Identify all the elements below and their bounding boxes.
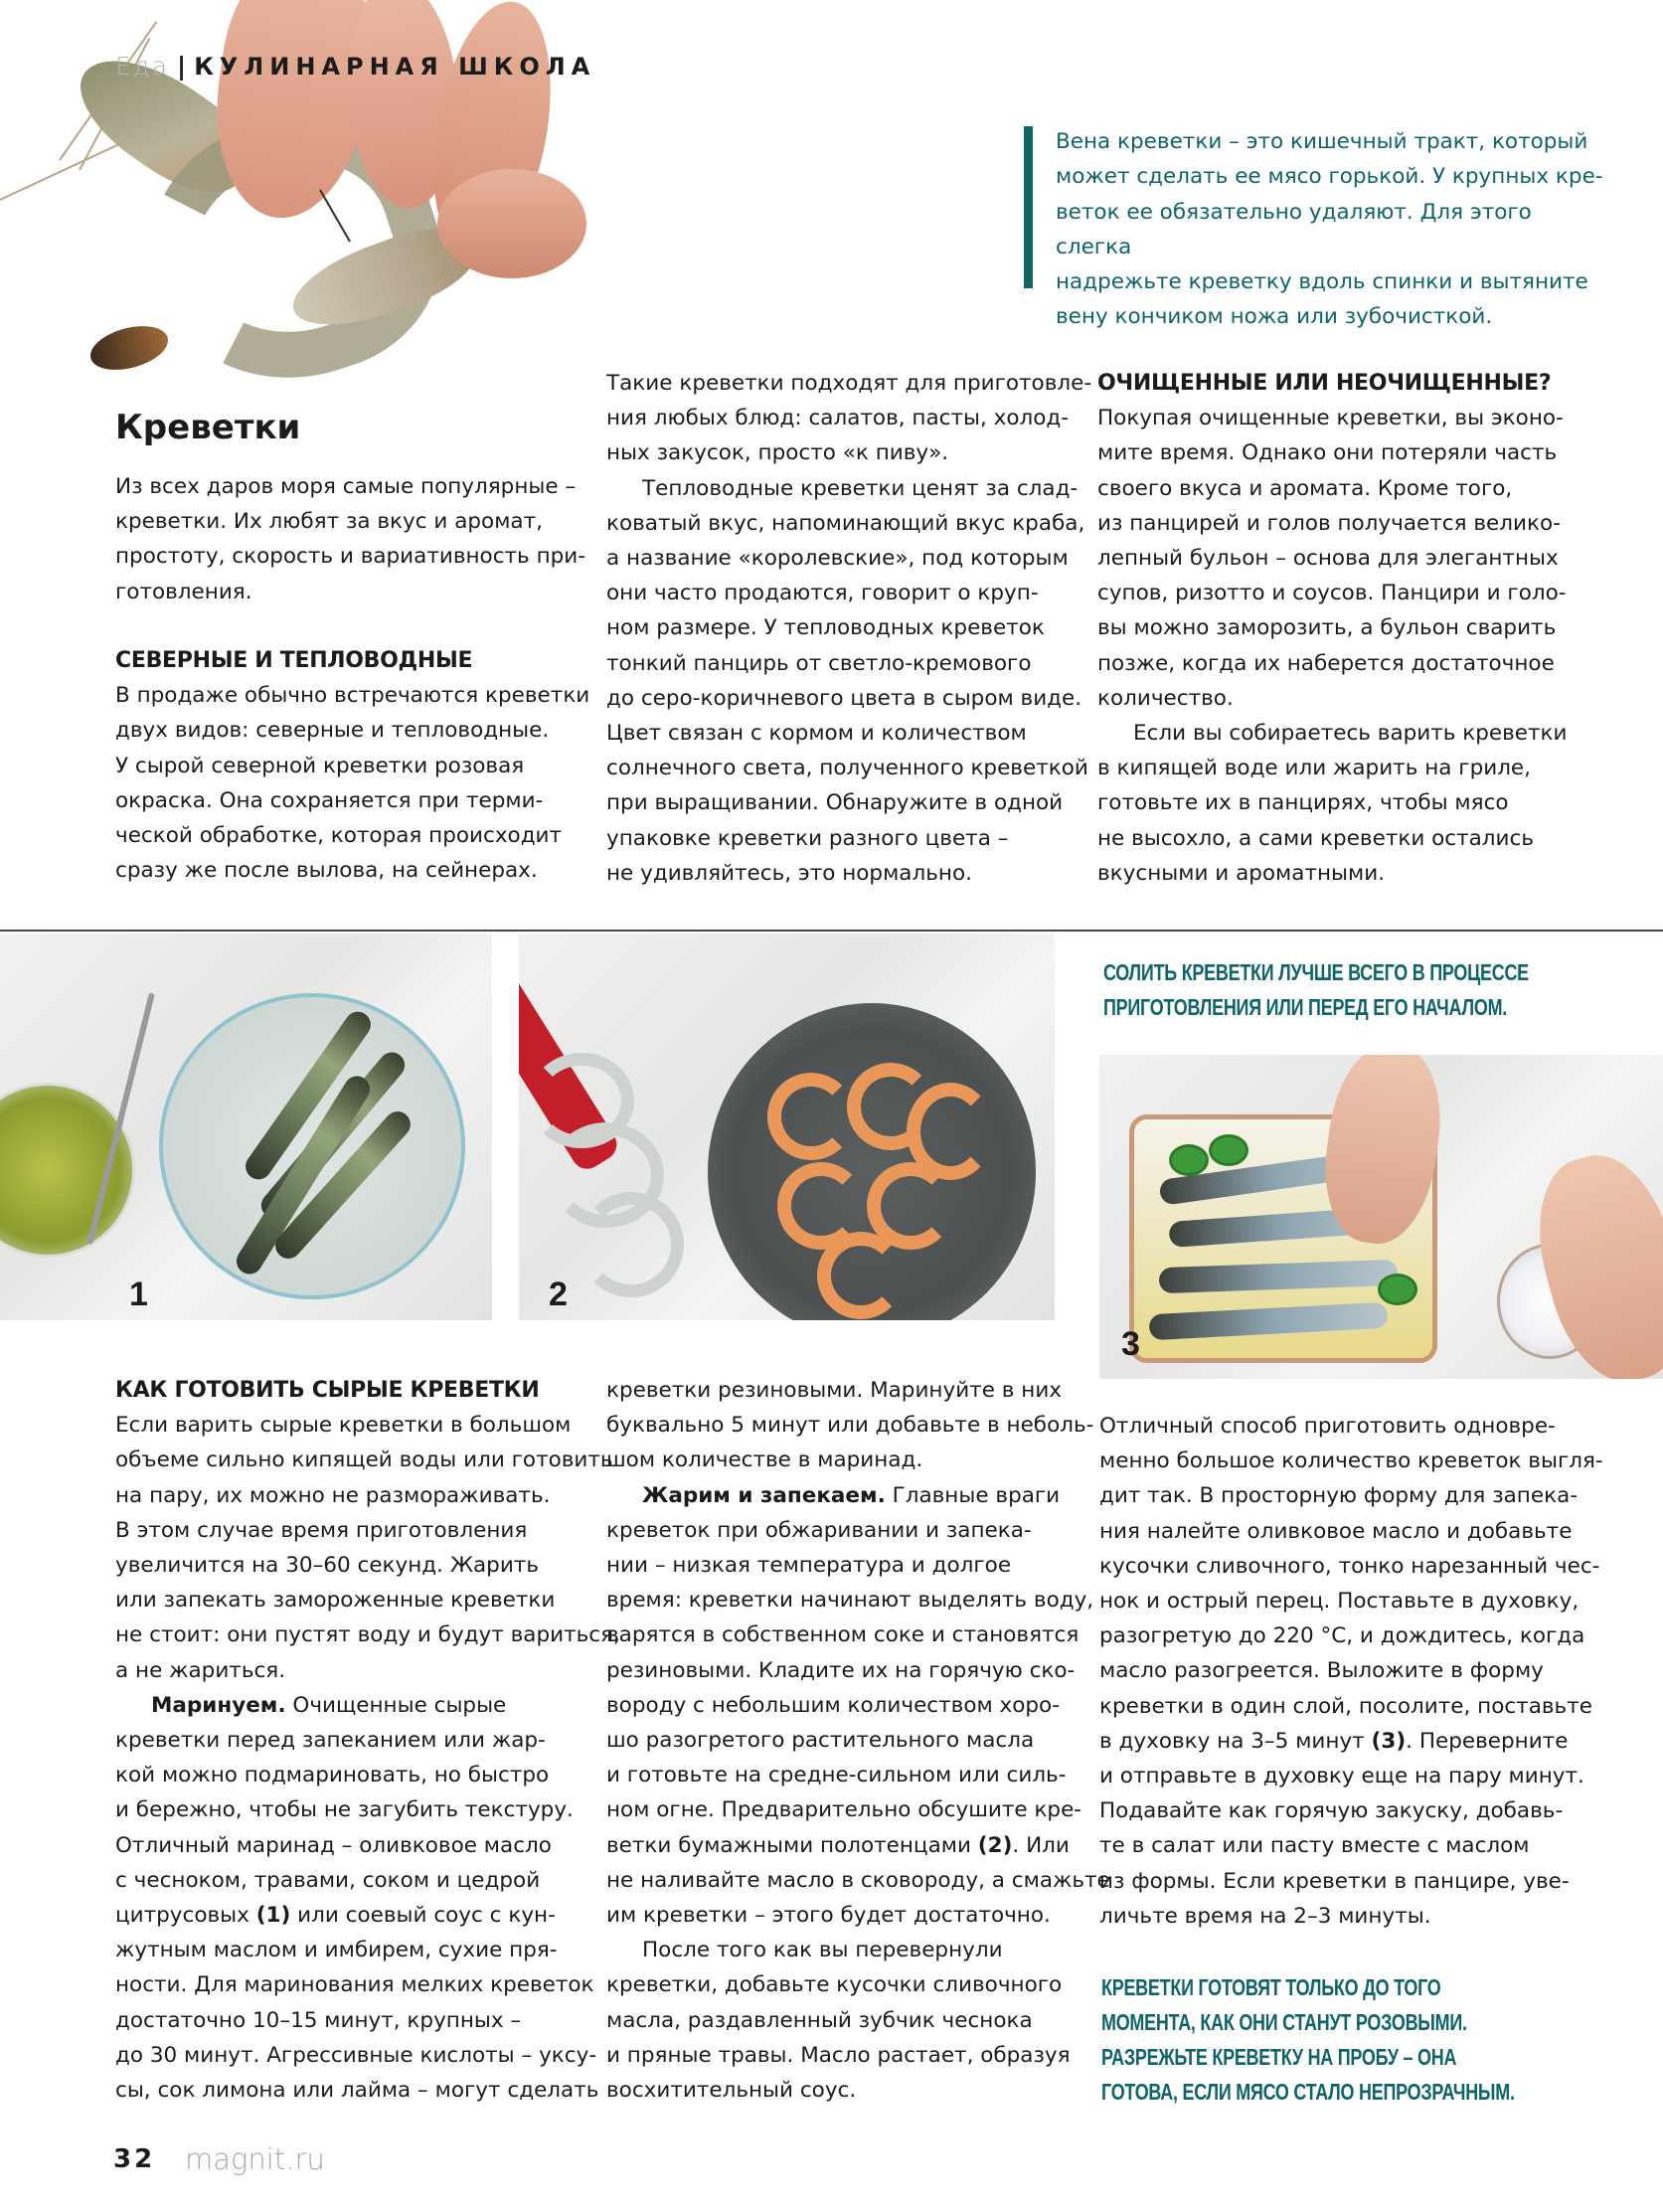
text-line: сразу же после вылова, на сейнерах. [115, 858, 538, 884]
text-line: Такие креветки подходят для приготовле- [606, 371, 1092, 396]
photo-reference-2: (2) [977, 1832, 1013, 1858]
text-line: ных закусок, просто «к пиву». [606, 440, 949, 466]
pepper-slice [1378, 1274, 1417, 1305]
raw-shrimp [579, 1192, 684, 1297]
pull-quote [1056, 124, 1612, 335]
site-link[interactable]: magnit.ru [185, 2142, 325, 2176]
text-line: кусочки сливочного, тонко нарезанный чес- [1099, 1553, 1600, 1579]
photo-3-salting [1099, 1055, 1663, 1379]
pepper-slice [1169, 1144, 1209, 1176]
tip-line: СОЛИТЬ КРЕВЕТКИ ЛУЧШЕ ВСЕГО В ПРОЦЕССЕ [1103, 959, 1529, 985]
marinade-bowl [0, 1083, 135, 1258]
text-line: жутным маслом и имбирем, сухие пря- [115, 1938, 558, 1963]
pepper-slice [1209, 1134, 1248, 1166]
text-line: креветки в один слой, посолите, поставьте [1099, 1693, 1592, 1719]
text-line: солнечного света, полученного креветкой [606, 756, 1088, 781]
rubric-title: КУЛИНАРНАЯ ШКОЛА [194, 53, 596, 81]
text-line: достаточно 10–15 минут, крупных – [115, 2007, 522, 2033]
text-run: цитрусовых [115, 1903, 256, 1929]
pull-quote-line: может сделать ее мясо горькой. У крупных кре- [1056, 164, 1603, 190]
text-line: дит так. В просторную форму для запека- [1099, 1483, 1578, 1509]
text-line: ном огне. Предварительно обсушите кре- [606, 1797, 1082, 1823]
photo-number: 2 [549, 1276, 568, 1313]
text-line: объеме сильно кипящей воды или готовить [115, 1447, 613, 1473]
text-line: масло разогреется. Выложите в форму [1099, 1658, 1544, 1684]
tip-line: РАЗРЕЖЬТЕ КРЕВЕТКУ НА ПРОБУ – ОНА [1101, 2044, 1457, 2070]
text-line: буквально 5 минут или добавьте в неболь- [606, 1413, 1094, 1439]
text-line: а не жариться. [115, 1657, 286, 1683]
text-line [606, 1828, 1074, 1863]
column-2-top [606, 366, 1092, 891]
text-run: . Переверните [1406, 1728, 1569, 1754]
text-line: креветки. Их любят за вкус и аромат, [115, 509, 543, 535]
intro-paragraph [115, 469, 585, 609]
page-number: 32 [113, 2144, 156, 2174]
text-line: количество. [1097, 685, 1234, 711]
text-line: ния любых блюд: салатов, пасты, холод- [606, 406, 1070, 431]
text-line: на пару, их можно не размораживать. [115, 1482, 551, 1508]
text-line: не удивляйтесь, это нормально. [606, 860, 972, 886]
text-line: Цвет связан с кормом и количеством [606, 721, 1027, 747]
text-line: кой можно подмариновать, но быстро [115, 1763, 550, 1788]
text-line: резиновыми. Кладите их на горячую ско- [606, 1657, 1076, 1683]
text-line: и пряные травы. Масло растает, образуя [606, 2042, 1071, 2068]
section-heading: СЕВЕРНЫЕ И ТЕПЛОВОДНЫЕ [115, 648, 473, 673]
text-line: сы, сок лимона или лайма – могут сделать [115, 2078, 599, 2104]
shrimp-tail [85, 318, 173, 377]
text-line: креветок при обжаривании и запека- [606, 1517, 1032, 1543]
photo-1-marinating [0, 934, 492, 1320]
text-line: двух видов: северные и тепловодные. [115, 718, 550, 744]
section-kicker [115, 52, 595, 82]
text-line: Покупая очищенные креветки, вы эконо- [1097, 406, 1564, 431]
text-line: им креветки – этого будет достаточно. [606, 1903, 1051, 1929]
text-line: и готовьте на средне-сильном или силь- [606, 1763, 1067, 1788]
text-line: из панцирей и голов получается велико- [1097, 510, 1561, 536]
section-heading: ОЧИЩЕННЫЕ ИЛИ НЕОЧИЩЕННЫЕ? [1097, 371, 1552, 396]
text-line: шо разогретого растительного масла [606, 1728, 1035, 1754]
pull-quote-line: веток ее обязательно удаляют. Для этого слегка [1056, 199, 1532, 259]
pull-quote-line: вену кончиком ножа или зубочисткой. [1056, 304, 1493, 330]
text-line: они часто продаются, говорит о круп- [606, 581, 1039, 606]
text-line: тонкий панцирь от светло-кремового [606, 650, 1032, 676]
text-line: в кипящей воде или жарить на гриле, [1097, 756, 1531, 781]
text-line: или запекать замороженные креветки [115, 1588, 556, 1614]
run-in-heading-marinate: Маринуем. [151, 1692, 286, 1718]
cooking-column-3 [1099, 1409, 1603, 1934]
text-line: мите время. Однако они потеряли часть [1097, 440, 1558, 466]
text-run: в духовку на 3–5 минут [1099, 1728, 1372, 1754]
text-line: и бережно, чтобы не загубить текстуру. [115, 1797, 574, 1823]
text-line: не наливайте масло в сковороду, а смажьте [606, 1867, 1110, 1893]
text-line: Отличный маринад – оливковое масло [115, 1832, 552, 1858]
pull-quote-line: Вена креветки – это кишечный тракт, который [1056, 129, 1588, 154]
text-line: увеличится на 30–60 секунд. Жарить [115, 1553, 539, 1579]
text-line: супов, ризотто и соусов. Панцири и голо- [1097, 581, 1567, 606]
pull-quote-line: надрежьте креветку вдоль спинки и вытяните [1056, 269, 1588, 295]
text-line: готовьте их в панцирях, чтобы мясо [1097, 790, 1509, 816]
photo-2-frying [519, 934, 1055, 1320]
text-line: креветки резиновыми. Маринуйте в них [606, 1378, 1063, 1403]
text-line: разогретую до 220 °C, и дождитесь, когда [1099, 1623, 1585, 1649]
section-name: Еда [115, 52, 170, 81]
text-line: ности. Для маринования мелких креветок [115, 1972, 594, 1998]
text-line: Отличный способ приготовить одновре- [1099, 1414, 1556, 1439]
text-line: нок и острый перец. Поставьте в духовку, [1099, 1589, 1580, 1615]
text-line: время: креветки начинают выделять воду, [606, 1588, 1094, 1614]
text-line: Из всех даров моря самые популярные – [115, 474, 577, 499]
tip-salting [1103, 955, 1529, 1025]
text-line: шом количестве в маринад. [606, 1447, 923, 1473]
text-line [115, 1688, 582, 1723]
text-line: Тепловодные креветки ценят за слад- [642, 475, 1079, 501]
text-line: при выращивании. Обнаружите в одной [606, 790, 1064, 816]
text-line: варятся в собственном соке и становятся [606, 1622, 1080, 1648]
photo-number: 1 [129, 1276, 148, 1313]
photo-reference-3: (3) [1371, 1728, 1407, 1754]
text-line: ном размере. У тепловодных креветок [606, 615, 1045, 641]
text-line: После того как вы перевернули [642, 1938, 1003, 1963]
text-line: упаковке креветки разного цвета – [606, 825, 1009, 851]
text-line: масла, раздавленный зубчик чеснока [606, 2007, 1033, 2033]
text-line: а название «королевские», под которым [606, 546, 1069, 572]
text-line: простоту, скорость и вариативность при- [115, 544, 585, 570]
text-line: позже, когда их наберется достаточное [1097, 650, 1555, 676]
pull-quote-bar [1024, 126, 1033, 288]
text-line: креветки перед запеканием или жар- [115, 1728, 546, 1754]
text-run: . Или [1012, 1832, 1070, 1858]
cooked-shrimp [767, 1073, 855, 1160]
text-line: коватый вкус, напоминающий вкус краба, [606, 510, 1085, 536]
photo-reference-1: (1) [255, 1903, 291, 1929]
section-heading: КАК ГОТОВИТЬ СЫРЫЕ КРЕВЕТКИ [115, 1378, 540, 1403]
text-line [1099, 1724, 1567, 1759]
text-line: креветки, добавьте кусочки сливочного [606, 1972, 1063, 1998]
text-line: У сырой северной креветки розовая [115, 753, 525, 778]
text-line: готовления. [115, 579, 252, 604]
text-line: ния налейте оливковое масло и добавьте [1099, 1518, 1573, 1544]
shrimp-leg [0, 140, 126, 201]
section-northern [115, 643, 590, 888]
horizontal-rule [0, 930, 1663, 932]
tip-line: ПРИГОТОВЛЕНИЯ ИЛИ ПЕРЕД ЕГО НАЧАЛОМ. [1103, 994, 1508, 1020]
text-line: с чесноком, травами, соком и цедрой [115, 1867, 541, 1893]
text-line: восхитительный соус. [606, 2078, 857, 2104]
text-line: те в салат или пасту вместе с маслом [1099, 1833, 1530, 1859]
text-line: нии – низкая температура и долгое [606, 1553, 1012, 1579]
text-line: не стоит: они пустят воду и будут вариться, [115, 1622, 620, 1648]
text-run: Главные враги [885, 1482, 1061, 1508]
text-line: своего вкуса и аромата. Кроме того, [1097, 475, 1513, 501]
text-line: и отправьте в духовку еще на пару минут. [1099, 1764, 1584, 1789]
text-line: В продаже обычно встречаются креветки [115, 683, 590, 709]
photo-number: 3 [1121, 1325, 1140, 1363]
text-line: окраска. Она сохраняется при терми- [115, 787, 544, 813]
text-line: не высохло, а сами креветки остались [1097, 825, 1535, 851]
text-line: до серо-коричневого цвета в сыром виде. [606, 685, 1082, 711]
text-line: Подавайте как горячую закуску, добавь- [1099, 1798, 1564, 1824]
text-line: личьте время на 2–3 минуты. [1099, 1903, 1431, 1929]
run-in-heading-fry: Жарим и запекаем. [642, 1482, 886, 1508]
section-peeled [1097, 366, 1568, 891]
tip-line: МОМЕНТА, КАК ОНИ СТАНУТ РОЗОВЫМИ. [1101, 2009, 1467, 2035]
cooking-column-2 [606, 1373, 1110, 2108]
cooking-column-1 [115, 1373, 620, 2108]
text-run: Очищенные сырые [285, 1692, 507, 1718]
text-line: до 30 минут. Агрессивные кислоты – уксу- [115, 2042, 597, 2068]
text-line [115, 1898, 582, 1933]
article-title: Креветки [115, 408, 301, 447]
text-run: ветки бумажными полотенцами [606, 1832, 978, 1858]
text-line: менно большое количество креветок выгля- [1099, 1448, 1603, 1474]
cooked-shrimp [817, 1232, 905, 1319]
kicker-separator: | [177, 52, 187, 81]
text-run: или соевый соус с кун- [290, 1903, 556, 1929]
text-line: вороду с небольшим количеством хоро- [606, 1692, 1060, 1718]
text-line: лепный бульон – основа для элегантных [1097, 546, 1559, 572]
text-line: из формы. Если креветки в панцире, уве- [1099, 1868, 1570, 1894]
tip-line: КРЕВЕТКИ ГОТОВЯТ ТОЛЬКО ДО ТОГО [1101, 1974, 1441, 2000]
tip-doneness [1101, 1970, 1515, 2110]
text-line: ческой обработке, которая происходит [115, 823, 563, 849]
text-line: вы можно заморозить, а бульон сварить [1097, 615, 1557, 641]
text-line [606, 1478, 1074, 1513]
text-line: В этом случае время приготовления [115, 1517, 528, 1543]
tip-line: ГОТОВА, ЕСЛИ МЯСО СТАЛО НЕПРОЗРАЧНЫМ. [1101, 2079, 1515, 2105]
text-line: Если вы собираетесь варить креветки [1133, 721, 1568, 747]
hand-fingers [437, 169, 586, 278]
text-line: вкусными и ароматными. [1097, 860, 1386, 886]
text-line: Если варить сырые креветки в большом [115, 1413, 572, 1439]
